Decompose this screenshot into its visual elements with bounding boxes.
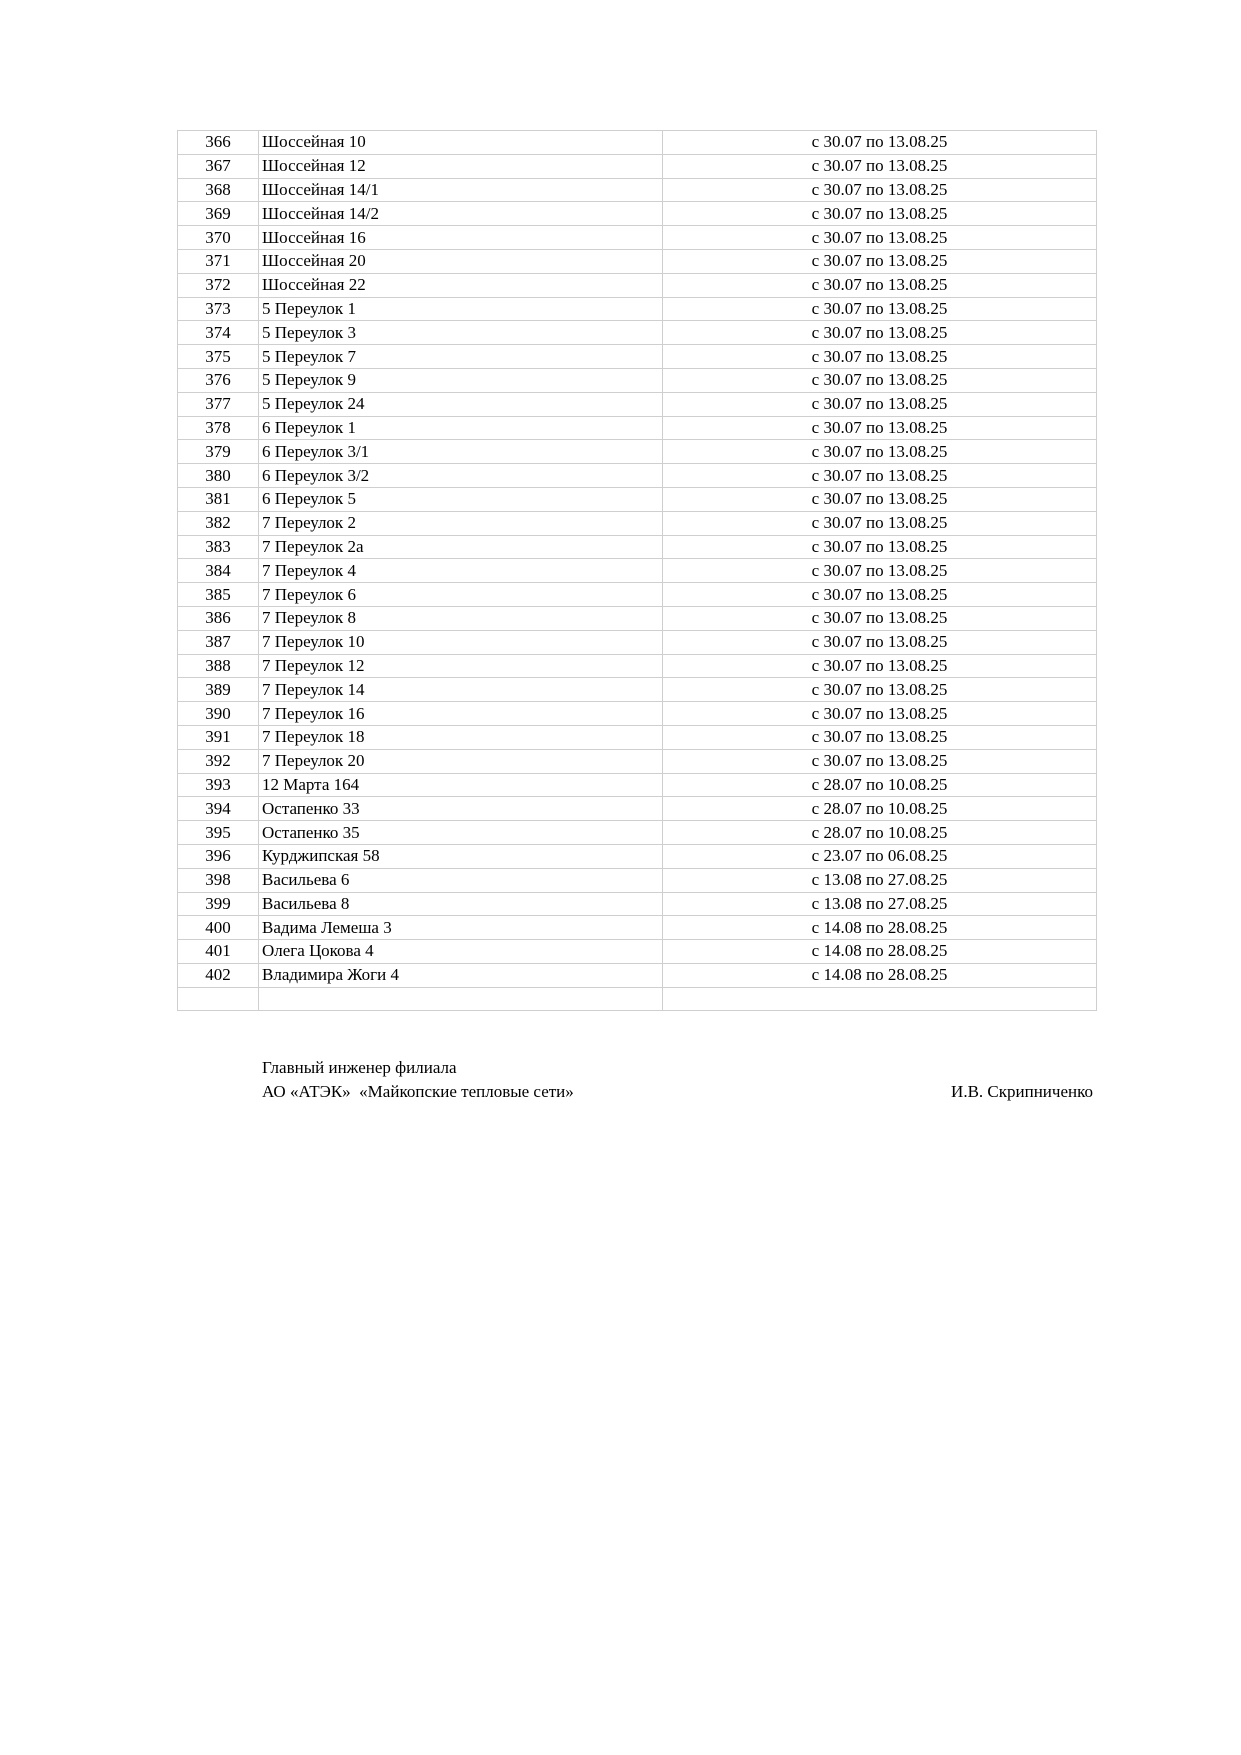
row-number: 394 [178,797,259,821]
row-number: 384 [178,559,259,583]
row-address: Шоссейная 12 [259,154,663,178]
row-address: Шоссейная 10 [259,131,663,155]
row-period: с 30.07 по 13.08.25 [663,535,1097,559]
signature-organization: АО «АТЭК» «Майкопские тепловые сети» [262,1082,574,1101]
row-period: с 30.07 по 13.08.25 [663,654,1097,678]
table-row [178,868,1097,892]
table-row [178,131,1097,155]
table-row [178,511,1097,535]
row-period: с 30.07 по 13.08.25 [663,559,1097,583]
row-number: 368 [178,178,259,202]
row-period: с 30.07 по 13.08.25 [663,725,1097,749]
row-period: с 30.07 по 13.08.25 [663,678,1097,702]
row-period: с 30.07 по 13.08.25 [663,416,1097,440]
row-period: с 30.07 по 13.08.25 [663,202,1097,226]
row-address: 7 Переулок 14 [259,678,663,702]
table-row [178,392,1097,416]
row-period: с 13.08 по 27.08.25 [663,892,1097,916]
row-address: 7 Переулок 4 [259,559,663,583]
row-number: 376 [178,368,259,392]
row-number: 388 [178,654,259,678]
row-period: с 30.07 по 13.08.25 [663,131,1097,155]
table-row [178,345,1097,369]
table-row [178,226,1097,250]
row-address: Владимира Жоги 4 [259,963,663,987]
row-address: Васильева 8 [259,892,663,916]
row-period: с 14.08 по 28.08.25 [663,940,1097,964]
row-number: 382 [178,511,259,535]
table-row [178,321,1097,345]
table-row [178,249,1097,273]
table-row [178,297,1097,321]
row-period: с 30.07 по 13.08.25 [663,702,1097,726]
table-row [178,844,1097,868]
row-address: 6 Переулок 5 [259,487,663,511]
table-row [178,606,1097,630]
row-number [178,987,259,1011]
row-number: 390 [178,702,259,726]
table-row [178,725,1097,749]
schedule-table-body [178,131,1097,1011]
table-row [178,916,1097,940]
row-address: Олега Цокова 4 [259,940,663,964]
table-row [178,154,1097,178]
table-row [178,368,1097,392]
table-row [178,654,1097,678]
table-row [178,583,1097,607]
row-number: 389 [178,678,259,702]
row-period: с 30.07 по 13.08.25 [663,368,1097,392]
table-row [178,892,1097,916]
row-number: 377 [178,392,259,416]
row-address: Вадима Лемеша 3 [259,916,663,940]
signature-block [262,1056,1097,1104]
row-address: 7 Переулок 20 [259,749,663,773]
row-address: 6 Переулок 3/2 [259,464,663,488]
row-address: 5 Переулок 1 [259,297,663,321]
row-number: 381 [178,487,259,511]
row-address: Шоссейная 14/1 [259,178,663,202]
row-period [663,987,1097,1011]
row-address: 7 Переулок 10 [259,630,663,654]
row-number: 378 [178,416,259,440]
table-row [178,797,1097,821]
row-number: 374 [178,321,259,345]
row-address: 12 Марта 164 [259,773,663,797]
table-row [178,416,1097,440]
table-row [178,464,1097,488]
row-number: 395 [178,821,259,845]
table-row [178,987,1097,1011]
row-number: 369 [178,202,259,226]
row-period: с 28.07 по 10.08.25 [663,821,1097,845]
row-number: 367 [178,154,259,178]
row-period: с 30.07 по 13.08.25 [663,511,1097,535]
signature-position: Главный инженер филиала [262,1058,457,1077]
row-number: 401 [178,940,259,964]
row-period: с 13.08 по 27.08.25 [663,868,1097,892]
row-address: Остапенко 33 [259,797,663,821]
row-number: 392 [178,749,259,773]
row-address: 6 Переулок 3/1 [259,440,663,464]
table-row [178,963,1097,987]
row-period: с 30.07 по 13.08.25 [663,249,1097,273]
row-number: 372 [178,273,259,297]
table-row [178,273,1097,297]
row-period: с 30.07 по 13.08.25 [663,630,1097,654]
row-period: с 30.07 по 13.08.25 [663,178,1097,202]
row-period: с 28.07 по 10.08.25 [663,773,1097,797]
signature-name: И.В. Скрипниченко [951,1082,1093,1101]
row-period: с 14.08 по 28.08.25 [663,916,1097,940]
table-row [178,702,1097,726]
row-number: 387 [178,630,259,654]
row-number: 366 [178,131,259,155]
row-period: с 30.07 по 13.08.25 [663,273,1097,297]
table-row [178,440,1097,464]
row-period: с 30.07 по 13.08.25 [663,392,1097,416]
row-address: 7 Переулок 2 [259,511,663,535]
row-number: 379 [178,440,259,464]
row-period: с 28.07 по 10.08.25 [663,797,1097,821]
row-number: 380 [178,464,259,488]
row-address: 5 Переулок 3 [259,321,663,345]
row-period: с 30.07 по 13.08.25 [663,583,1097,607]
row-number: 399 [178,892,259,916]
row-number: 393 [178,773,259,797]
table-row [178,202,1097,226]
row-number: 383 [178,535,259,559]
row-period: с 14.08 по 28.08.25 [663,963,1097,987]
row-address: Шоссейная 22 [259,273,663,297]
row-address: 7 Переулок 8 [259,606,663,630]
row-period: с 30.07 по 13.08.25 [663,606,1097,630]
row-number: 398 [178,868,259,892]
row-period: с 30.07 по 13.08.25 [663,226,1097,250]
row-period: с 30.07 по 13.08.25 [663,487,1097,511]
row-period: с 23.07 по 06.08.25 [663,844,1097,868]
row-address: 7 Переулок 16 [259,702,663,726]
row-address: Шоссейная 14/2 [259,202,663,226]
row-address: 5 Переулок 7 [259,345,663,369]
signature-row [262,1080,1097,1104]
table-row [178,559,1097,583]
row-period: с 30.07 по 13.08.25 [663,297,1097,321]
row-period: с 30.07 по 13.08.25 [663,321,1097,345]
table-row [178,821,1097,845]
row-address [259,987,663,1011]
row-number: 385 [178,583,259,607]
row-number: 396 [178,844,259,868]
row-period: с 30.07 по 13.08.25 [663,749,1097,773]
row-address: Курджипская 58 [259,844,663,868]
schedule-table [177,130,1097,1011]
table-row [178,678,1097,702]
row-number: 370 [178,226,259,250]
row-address: Остапенко 35 [259,821,663,845]
table-row [178,773,1097,797]
row-address: 5 Переулок 24 [259,392,663,416]
row-number: 400 [178,916,259,940]
table-row [178,535,1097,559]
table-row [178,630,1097,654]
row-period: с 30.07 по 13.08.25 [663,464,1097,488]
row-number: 386 [178,606,259,630]
row-number: 402 [178,963,259,987]
row-number: 371 [178,249,259,273]
table-row [178,178,1097,202]
table-row [178,940,1097,964]
row-period: с 30.07 по 13.08.25 [663,154,1097,178]
row-address: Шоссейная 16 [259,226,663,250]
row-number: 375 [178,345,259,369]
row-address: Шоссейная 20 [259,249,663,273]
row-number: 391 [178,725,259,749]
table-row [178,487,1097,511]
row-address: 6 Переулок 1 [259,416,663,440]
row-address: 7 Переулок 18 [259,725,663,749]
row-address: Васильева 6 [259,868,663,892]
row-address: 7 Переулок 2а [259,535,663,559]
row-number: 373 [178,297,259,321]
row-period: с 30.07 по 13.08.25 [663,345,1097,369]
row-address: 7 Переулок 12 [259,654,663,678]
table-row [178,749,1097,773]
row-address: 5 Переулок 9 [259,368,663,392]
row-period: с 30.07 по 13.08.25 [663,440,1097,464]
row-address: 7 Переулок 6 [259,583,663,607]
